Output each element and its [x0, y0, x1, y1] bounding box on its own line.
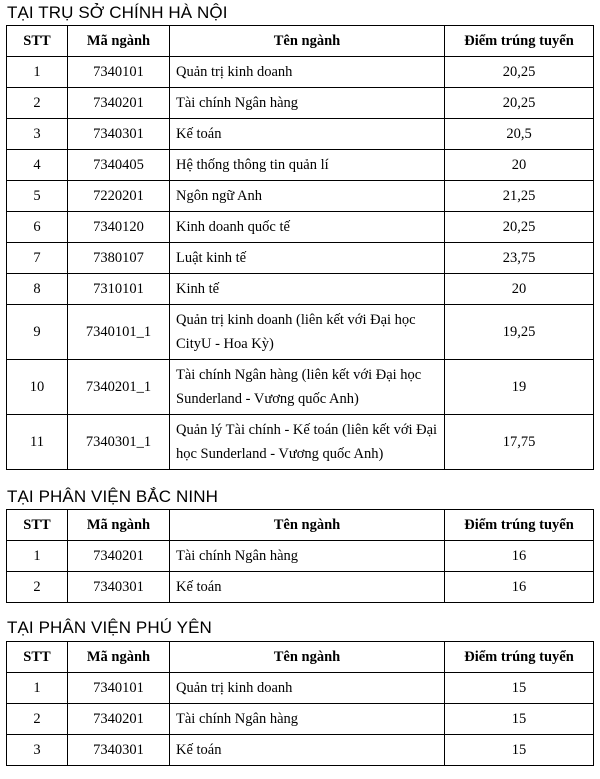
cell-stt: 1 — [7, 57, 68, 88]
cell-stt: 11 — [7, 415, 68, 470]
header-name: Tên ngành — [170, 510, 445, 541]
cell-code: 7310101 — [68, 274, 170, 305]
cell-stt: 6 — [7, 212, 68, 243]
cell-code: 7340201 — [68, 541, 170, 572]
cell-score: 17,75 — [445, 415, 594, 470]
table-row — [7, 57, 594, 88]
table-row — [7, 150, 594, 181]
cell-score: 20,25 — [445, 57, 594, 88]
cell-score: 15 — [445, 735, 594, 766]
cell-name: Kinh doanh quốc tế — [170, 212, 445, 243]
cell-code: 7340201 — [68, 88, 170, 119]
cell-score: 20 — [445, 274, 594, 305]
cell-stt: 7 — [7, 243, 68, 274]
cell-name: Kế toán — [170, 572, 445, 603]
table-row — [7, 305, 594, 360]
cell-stt: 1 — [7, 541, 68, 572]
cell-code: 7340120 — [68, 212, 170, 243]
table-row — [7, 181, 594, 212]
cell-code: 7220201 — [68, 181, 170, 212]
cell-code: 7340101 — [68, 673, 170, 704]
cell-name: Hệ thống thông tin quản lí — [170, 150, 445, 181]
cell-code: 7340201 — [68, 704, 170, 735]
cell-code: 7340301_1 — [68, 415, 170, 470]
cell-stt: 1 — [7, 673, 68, 704]
cell-stt: 10 — [7, 360, 68, 415]
cell-code: 7340301 — [68, 572, 170, 603]
cell-score: 19 — [445, 360, 594, 415]
table-row — [7, 243, 594, 274]
table-row — [7, 360, 594, 415]
cell-score: 20,25 — [445, 212, 594, 243]
section-title-phuyen: TẠI PHÂN VIỆN PHÚ YÊN — [7, 618, 212, 637]
header-score: Điểm trúng tuyển — [445, 642, 594, 673]
table-header-row — [7, 510, 594, 541]
table-row — [7, 673, 594, 704]
cell-code: 7340301 — [68, 735, 170, 766]
cell-name: Kinh tế — [170, 274, 445, 305]
admission-table-hanoi — [6, 25, 594, 470]
table-row — [7, 415, 594, 470]
cell-name: Luật kinh tế — [170, 243, 445, 274]
cell-score: 21,25 — [445, 181, 594, 212]
cell-stt: 2 — [7, 88, 68, 119]
header-code: Mã ngành — [68, 510, 170, 541]
table-row — [7, 88, 594, 119]
cell-name: Tài chính Ngân hàng — [170, 88, 445, 119]
cell-score: 20,25 — [445, 88, 594, 119]
table-row — [7, 541, 594, 572]
table-row — [7, 572, 594, 603]
table-row — [7, 735, 594, 766]
table-header-row — [7, 26, 594, 57]
cell-stt: 2 — [7, 572, 68, 603]
table-row — [7, 212, 594, 243]
cell-stt: 4 — [7, 150, 68, 181]
cell-score: 16 — [445, 572, 594, 603]
header-score: Điểm trúng tuyển — [445, 510, 594, 541]
cell-code: 7340101 — [68, 57, 170, 88]
cell-code: 7340201_1 — [68, 360, 170, 415]
table-row — [7, 274, 594, 305]
cell-stt: 2 — [7, 704, 68, 735]
cell-score: 20,5 — [445, 119, 594, 150]
header-name: Tên ngành — [170, 642, 445, 673]
admission-table-bacninh — [6, 509, 594, 603]
cell-code: 7340101_1 — [68, 305, 170, 360]
cell-name: Quản lý Tài chính - Kế toán (liên kết với Đại học Sunderland - Vương quốc Anh) — [170, 415, 445, 470]
header-code: Mã ngành — [68, 642, 170, 673]
table-header-row — [7, 642, 594, 673]
cell-score: 16 — [445, 541, 594, 572]
header-score: Điểm trúng tuyển — [445, 26, 594, 57]
table-row — [7, 119, 594, 150]
section-title-hanoi: TẠI TRỤ SỞ CHÍNH HÀ NỘI — [7, 3, 228, 22]
cell-score: 19,25 — [445, 305, 594, 360]
cell-stt: 3 — [7, 735, 68, 766]
cell-score: 15 — [445, 673, 594, 704]
cell-name: Tài chính Ngân hàng — [170, 541, 445, 572]
cell-name: Quản trị kinh doanh — [170, 673, 445, 704]
header-stt: STT — [7, 26, 68, 57]
admission-table-phuyen — [6, 641, 594, 766]
cell-code: 7380107 — [68, 243, 170, 274]
cell-name: Quản trị kinh doanh — [170, 57, 445, 88]
cell-stt: 8 — [7, 274, 68, 305]
cell-name: Kế toán — [170, 735, 445, 766]
cell-stt: 9 — [7, 305, 68, 360]
header-name: Tên ngành — [170, 26, 445, 57]
header-code: Mã ngành — [68, 26, 170, 57]
cell-name: Kế toán — [170, 119, 445, 150]
cell-name: Tài chính Ngân hàng (liên kết với Đại học Sunderland - Vương quốc Anh) — [170, 360, 445, 415]
header-stt: STT — [7, 642, 68, 673]
cell-name: Tài chính Ngân hàng — [170, 704, 445, 735]
cell-score: 15 — [445, 704, 594, 735]
cell-score: 23,75 — [445, 243, 594, 274]
cell-code: 7340405 — [68, 150, 170, 181]
cell-stt: 5 — [7, 181, 68, 212]
section-title-bacninh: TẠI PHÂN VIỆN BẮC NINH — [7, 487, 218, 506]
table-row — [7, 704, 594, 735]
cell-code: 7340301 — [68, 119, 170, 150]
cell-stt: 3 — [7, 119, 68, 150]
cell-name: Ngôn ngữ Anh — [170, 181, 445, 212]
cell-name: Quản trị kinh doanh (liên kết với Đại học CityU - Hoa Kỳ) — [170, 305, 445, 360]
cell-score: 20 — [445, 150, 594, 181]
header-stt: STT — [7, 510, 68, 541]
